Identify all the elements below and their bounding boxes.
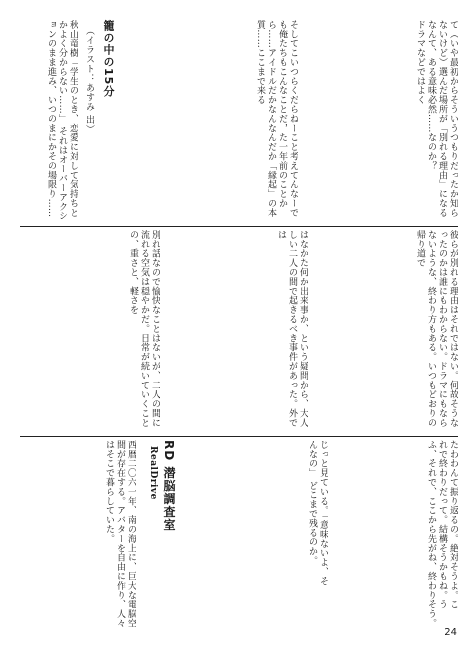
bottom-tier [20,440,458,636]
page-number: 24 [444,627,457,638]
article-title: 籠の中の15分 [102,20,115,98]
text-column: 西暦二〇六一年、南の海上に、巨大な電脳空間が存在する。アバターを自由に作り、人々はそこで暮らしていた。 [104,440,136,628]
text-column: 秋山竜樹「学生のとき、恋愛に対して気持ちとかよく分からない……」 それはオーバーアクションのまま進み、いつのまにかその場限り…… [46,20,78,221]
text-column: 別れ話なので愉快なことはないが、二人の間に流れる空気は穏やかだ。日常が続いていくことの、重さと、軽さを [128,230,160,428]
text-column: そしてこいつらくだらねーこと考えてんなーでも俺たちもこんなことだ，た一年前のことから……アイドルだかなんなんだか「縁起」の本質……ここまで来る [255,20,298,218]
text-column: て（いや最初からそういうつもりだったか知らないけど）選んだ場所が「別れる理由」になるなんて、ある意味必然……なのか？ ドラマなどではよく [415,20,458,218]
text-column: 彼らが別れる理由はそれではない。何故そうなったのかは誰にもわからない。ドラマにもならないような、終わり方もある。いつもどおりの帰り道で [415,230,458,428]
top-tier [20,20,458,226]
article-credit: （イラスト：あすみ 出） [84,26,94,134]
text-column: たわわんて振り返るの。絶対そうよ。こ れで終わりだって。結構そうかもね。う ふ、それで、ここから先がね、終わりそう。 [426,440,458,628]
middle-tier [20,230,458,436]
separator-line [20,436,458,437]
article-title: RD 潜脳調査室 [162,440,176,532]
separator-line [20,226,458,227]
article-subtitle: RealDrive [148,446,158,500]
text-column: じっと見ている。「意味ないよ、そ んなの」 どこまで残るのか。 [307,440,328,586]
text-column: はなかた何か出来事か、という疑問から、大人しい二人の間で起きるべき事件があった。外では [276,230,308,428]
